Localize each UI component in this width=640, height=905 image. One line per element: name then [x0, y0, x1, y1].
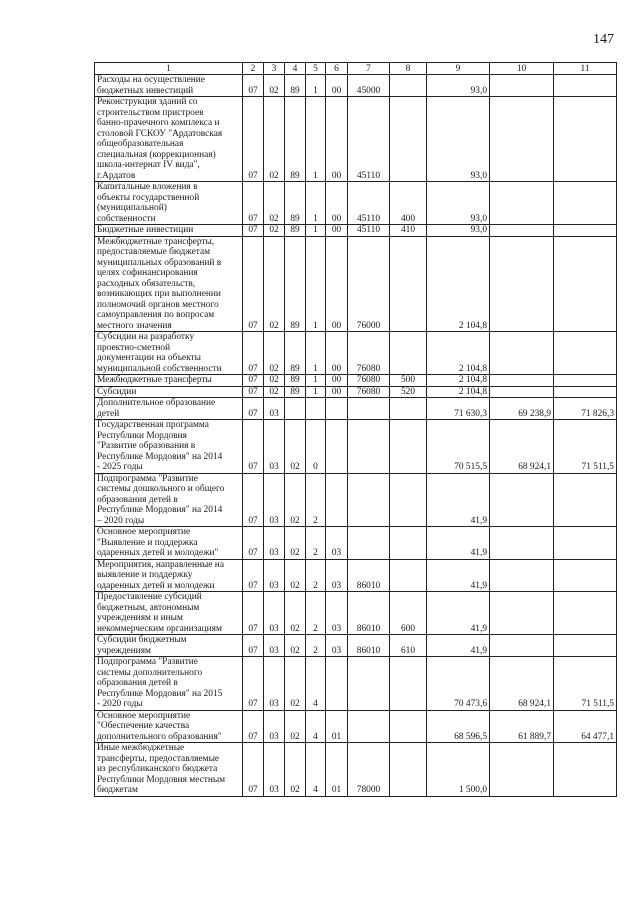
header-cell: 8: [390, 63, 427, 75]
amount-year-2-cell: [490, 527, 554, 560]
amount-year-2-cell: [490, 182, 554, 225]
item-name-cell: Субсидии на разработку проектно-сметной документации на объекты муниципальной собственности: [95, 332, 243, 375]
subsection-code-cell: 02: [264, 97, 285, 182]
amount-year-3-cell: [554, 527, 617, 560]
direction-code-cell: 45000: [348, 75, 390, 97]
item-name-cell: Иные межбюджетные трансферты, предоставляемые из республиканского бюджета Республики Мордовия местным бюджетам: [95, 743, 243, 797]
program-code-cell: 89: [285, 375, 306, 387]
program-code-cell: 89: [285, 97, 306, 182]
amount-year-2-cell: 61 889,7: [490, 710, 554, 743]
program-code-cell: 02: [285, 527, 306, 560]
table-row: [95, 75, 617, 97]
subsection-code-cell: 02: [264, 75, 285, 97]
section-code-cell: 07: [243, 225, 264, 237]
event-code-cell: [326, 398, 348, 420]
table-row: [95, 657, 617, 711]
amount-year-2-cell: [490, 375, 554, 387]
amount-year-3-cell: [554, 635, 617, 657]
direction-code-cell: 76080: [348, 332, 390, 375]
page-number: 147: [593, 32, 614, 47]
amount-year-1-cell: 70 515,5: [427, 420, 490, 474]
subsection-code-cell: 03: [264, 473, 285, 527]
amount-year-1-cell: 41,9: [427, 635, 490, 657]
item-name-cell: Расходы на осуществление бюджетных инвестиций: [95, 75, 243, 97]
subprogram-code-cell: [306, 398, 326, 420]
amount-year-2-cell: 69 238,9: [490, 398, 554, 420]
amount-year-1-cell: 68 596,5: [427, 710, 490, 743]
event-code-cell: 03: [326, 592, 348, 635]
section-code-cell: 07: [243, 236, 264, 332]
item-name-cell: Мероприятия, направленные на выявление и поддержку одаренных детей и молодежи: [95, 559, 243, 592]
table-row: [95, 527, 617, 560]
subsection-code-cell: 03: [264, 710, 285, 743]
event-code-cell: 03: [326, 559, 348, 592]
item-name-cell: Дополнительное образование детей: [95, 398, 243, 420]
expense-type-code-cell: [390, 710, 427, 743]
program-code-cell: 89: [285, 332, 306, 375]
direction-code-cell: 45110: [348, 182, 390, 225]
amount-year-3-cell: [554, 332, 617, 375]
event-code-cell: 01: [326, 710, 348, 743]
expense-type-code-cell: 400: [390, 182, 427, 225]
direction-code-cell: [348, 657, 390, 711]
program-code-cell: 89: [285, 236, 306, 332]
budget-table: [94, 62, 617, 797]
section-code-cell: 07: [243, 75, 264, 97]
expense-type-code-cell: 410: [390, 225, 427, 237]
program-code-cell: 89: [285, 182, 306, 225]
event-code-cell: [326, 420, 348, 474]
amount-year-1-cell: 2 104,8: [427, 332, 490, 375]
expense-type-code-cell: 520: [390, 386, 427, 398]
amount-year-3-cell: [554, 592, 617, 635]
amount-year-2-cell: [490, 97, 554, 182]
subprogram-code-cell: 2: [306, 559, 326, 592]
expense-type-code-cell: 610: [390, 635, 427, 657]
amount-year-3-cell: [554, 182, 617, 225]
amount-year-3-cell: [554, 743, 617, 797]
direction-code-cell: 86010: [348, 559, 390, 592]
amount-year-1-cell: 93,0: [427, 97, 490, 182]
subprogram-code-cell: 0: [306, 420, 326, 474]
amount-year-2-cell: [490, 635, 554, 657]
subsection-code-cell: 02: [264, 182, 285, 225]
event-code-cell: 00: [326, 75, 348, 97]
expense-type-code-cell: 600: [390, 592, 427, 635]
direction-code-cell: [348, 398, 390, 420]
section-code-cell: 07: [243, 710, 264, 743]
amount-year-2-cell: [490, 236, 554, 332]
amount-year-2-cell: [490, 225, 554, 237]
subsection-code-cell: 03: [264, 527, 285, 560]
direction-code-cell: 76000: [348, 236, 390, 332]
expense-type-code-cell: [390, 743, 427, 797]
direction-code-cell: [348, 420, 390, 474]
direction-code-cell: 45110: [348, 97, 390, 182]
table-row: [95, 332, 617, 375]
subprogram-code-cell: 1: [306, 225, 326, 237]
direction-code-cell: [348, 527, 390, 560]
item-name-cell: Подпрограмма "Развитие системы дошкольного и общего образования детей в Республике Мордовия" на 2014 – 2020 годы: [95, 473, 243, 527]
amount-year-1-cell: 70 473,6: [427, 657, 490, 711]
expense-type-code-cell: [390, 420, 427, 474]
subprogram-code-cell: 1: [306, 386, 326, 398]
table-row: [95, 225, 617, 237]
subsection-code-cell: 03: [264, 559, 285, 592]
header-cell: 10: [490, 63, 554, 75]
program-code-cell: 02: [285, 710, 306, 743]
subsection-code-cell: 03: [264, 592, 285, 635]
subprogram-code-cell: 2: [306, 527, 326, 560]
amount-year-2-cell: [490, 559, 554, 592]
table-row: [95, 398, 617, 420]
direction-code-cell: 76080: [348, 386, 390, 398]
amount-year-1-cell: 2 104,8: [427, 236, 490, 332]
subsection-code-cell: 03: [264, 657, 285, 711]
subprogram-code-cell: 2: [306, 635, 326, 657]
section-code-cell: 07: [243, 657, 264, 711]
table-row: [95, 420, 617, 474]
subprogram-code-cell: 2: [306, 473, 326, 527]
item-name-cell: Основное мероприятие "Обеспечение качества дополнительного образования": [95, 710, 243, 743]
amount-year-1-cell: 93,0: [427, 75, 490, 97]
event-code-cell: 03: [326, 527, 348, 560]
amount-year-1-cell: 71 630,3: [427, 398, 490, 420]
header-cell: 1: [95, 63, 243, 75]
direction-code-cell: 86010: [348, 635, 390, 657]
amount-year-3-cell: [554, 225, 617, 237]
amount-year-3-cell: [554, 473, 617, 527]
direction-code-cell: 76080: [348, 375, 390, 387]
amount-year-2-cell: [490, 75, 554, 97]
table-row: [95, 236, 617, 332]
subsection-code-cell: 02: [264, 332, 285, 375]
amount-year-1-cell: 41,9: [427, 527, 490, 560]
item-name-cell: Межбюджетные трансферты: [95, 375, 243, 387]
program-code-cell: 02: [285, 635, 306, 657]
header-cell: 4: [285, 63, 306, 75]
event-code-cell: [326, 473, 348, 527]
header-cell: 7: [348, 63, 390, 75]
item-name-cell: Предоставление субсидий бюджетным, автономным учреждениям и иным некоммерческим организациям: [95, 592, 243, 635]
amount-year-3-cell: [554, 75, 617, 97]
program-code-cell: 02: [285, 559, 306, 592]
amount-year-1-cell: 2 104,8: [427, 375, 490, 387]
subprogram-code-cell: 1: [306, 182, 326, 225]
expense-type-code-cell: [390, 398, 427, 420]
subsection-code-cell: 03: [264, 398, 285, 420]
subprogram-code-cell: 4: [306, 657, 326, 711]
amount-year-2-cell: 68 924,1: [490, 420, 554, 474]
item-name-cell: Основное мероприятие "Выявление и поддержка одаренных детей и молодежи": [95, 527, 243, 560]
amount-year-3-cell: 64 477,1: [554, 710, 617, 743]
table-row: [95, 743, 617, 797]
program-code-cell: 02: [285, 592, 306, 635]
program-code-cell: 89: [285, 75, 306, 97]
direction-code-cell: [348, 710, 390, 743]
header-row: [95, 63, 617, 75]
header-cell: 3: [264, 63, 285, 75]
subsection-code-cell: 03: [264, 635, 285, 657]
header-cell: 5: [306, 63, 326, 75]
amount-year-2-cell: [490, 473, 554, 527]
item-name-cell: Подпрограмма "Развитие системы дополнительного образования детей в Республике Мордовия" на 2015 - 2020 годы: [95, 657, 243, 711]
subsection-code-cell: 02: [264, 236, 285, 332]
amount-year-1-cell: 41,9: [427, 473, 490, 527]
subprogram-code-cell: 1: [306, 236, 326, 332]
subsection-code-cell: 03: [264, 420, 285, 474]
item-name-cell: Межбюджетные трансферты, предоставляемые бюджетам муниципальных образований в целях софинансирования расходных обязательств, возникающих при выполнении полномочий органов местного самоуправления по вопросам местного значения: [95, 236, 243, 332]
amount-year-3-cell: [554, 375, 617, 387]
amount-year-1-cell: 41,9: [427, 592, 490, 635]
amount-year-2-cell: [490, 386, 554, 398]
subsection-code-cell: 02: [264, 386, 285, 398]
expense-type-code-cell: [390, 332, 427, 375]
table-body: [95, 75, 617, 797]
direction-code-cell: [348, 473, 390, 527]
table-row: [95, 473, 617, 527]
amount-year-3-cell: 71 511,5: [554, 420, 617, 474]
section-code-cell: 07: [243, 375, 264, 387]
amount-year-2-cell: [490, 592, 554, 635]
table-row: [95, 97, 617, 182]
event-code-cell: 00: [326, 375, 348, 387]
section-code-cell: 07: [243, 592, 264, 635]
table-row: [95, 635, 617, 657]
expense-type-code-cell: [390, 75, 427, 97]
section-code-cell: 07: [243, 559, 264, 592]
program-code-cell: 02: [285, 657, 306, 711]
subprogram-code-cell: 1: [306, 75, 326, 97]
event-code-cell: 00: [326, 97, 348, 182]
event-code-cell: 01: [326, 743, 348, 797]
item-name-cell: Реконструкция зданий со строительством пристроев банно-прачечного комплекса и столовой ГСКОУ "Ардатовская общеобразовательная специальная (коррекционная) школа-интернат IV вида", г.Ардатов: [95, 97, 243, 182]
program-code-cell: [285, 398, 306, 420]
table-row: [95, 182, 617, 225]
section-code-cell: 07: [243, 332, 264, 375]
event-code-cell: 00: [326, 236, 348, 332]
amount-year-2-cell: [490, 332, 554, 375]
expense-type-code-cell: [390, 97, 427, 182]
item-name-cell: Капитальные вложения в объекты государственной (муниципальной) собственности: [95, 182, 243, 225]
event-code-cell: 00: [326, 332, 348, 375]
header-cell: 2: [243, 63, 264, 75]
amount-year-3-cell: [554, 386, 617, 398]
section-code-cell: 07: [243, 527, 264, 560]
direction-code-cell: 45110: [348, 225, 390, 237]
amount-year-1-cell: 1 500,0: [427, 743, 490, 797]
table-row: [95, 592, 617, 635]
event-code-cell: 00: [326, 386, 348, 398]
direction-code-cell: 86010: [348, 592, 390, 635]
program-code-cell: 02: [285, 420, 306, 474]
section-code-cell: 07: [243, 635, 264, 657]
section-code-cell: 07: [243, 473, 264, 527]
expense-type-code-cell: [390, 559, 427, 592]
section-code-cell: 07: [243, 386, 264, 398]
amount-year-3-cell: 71 826,3: [554, 398, 617, 420]
expense-type-code-cell: [390, 236, 427, 332]
program-code-cell: 02: [285, 743, 306, 797]
item-name-cell: Бюджетные инвестиции: [95, 225, 243, 237]
amount-year-1-cell: 41,9: [427, 559, 490, 592]
section-code-cell: 07: [243, 182, 264, 225]
direction-code-cell: 78000: [348, 743, 390, 797]
subprogram-code-cell: 4: [306, 710, 326, 743]
section-code-cell: 07: [243, 398, 264, 420]
amount-year-1-cell: 93,0: [427, 225, 490, 237]
section-code-cell: 07: [243, 97, 264, 182]
item-name-cell: Субсидии бюджетным учреждениям: [95, 635, 243, 657]
table-row: [95, 559, 617, 592]
section-code-cell: 07: [243, 743, 264, 797]
subprogram-code-cell: 1: [306, 332, 326, 375]
program-code-cell: 89: [285, 225, 306, 237]
event-code-cell: 03: [326, 635, 348, 657]
amount-year-3-cell: [554, 97, 617, 182]
subprogram-code-cell: 2: [306, 592, 326, 635]
subprogram-code-cell: 1: [306, 97, 326, 182]
subsection-code-cell: 03: [264, 743, 285, 797]
header-cell: 6: [326, 63, 348, 75]
amount-year-3-cell: [554, 559, 617, 592]
section-code-cell: 07: [243, 420, 264, 474]
expense-type-code-cell: [390, 657, 427, 711]
header-cell: 9: [427, 63, 490, 75]
expense-type-code-cell: [390, 527, 427, 560]
amount-year-2-cell: 68 924,1: [490, 657, 554, 711]
expense-type-code-cell: [390, 473, 427, 527]
event-code-cell: 00: [326, 225, 348, 237]
subsection-code-cell: 02: [264, 225, 285, 237]
subsection-code-cell: 02: [264, 375, 285, 387]
header-cell: 11: [554, 63, 617, 75]
program-code-cell: 02: [285, 473, 306, 527]
amount-year-2-cell: [490, 743, 554, 797]
amount-year-1-cell: 2 104,8: [427, 386, 490, 398]
item-name-cell: Государственная программа Республики Мордовия "Развитие образования в Республике Мордовия" на 2014 - 2025 годы: [95, 420, 243, 474]
item-name-cell: Субсидии: [95, 386, 243, 398]
table-row: [95, 386, 617, 398]
expense-type-code-cell: 500: [390, 375, 427, 387]
table-row: [95, 375, 617, 387]
event-code-cell: 00: [326, 182, 348, 225]
amount-year-1-cell: 93,0: [427, 182, 490, 225]
program-code-cell: 89: [285, 386, 306, 398]
subprogram-code-cell: 4: [306, 743, 326, 797]
event-code-cell: [326, 657, 348, 711]
subprogram-code-cell: 1: [306, 375, 326, 387]
amount-year-3-cell: [554, 236, 617, 332]
amount-year-3-cell: 71 511,5: [554, 657, 617, 711]
table-row: [95, 710, 617, 743]
